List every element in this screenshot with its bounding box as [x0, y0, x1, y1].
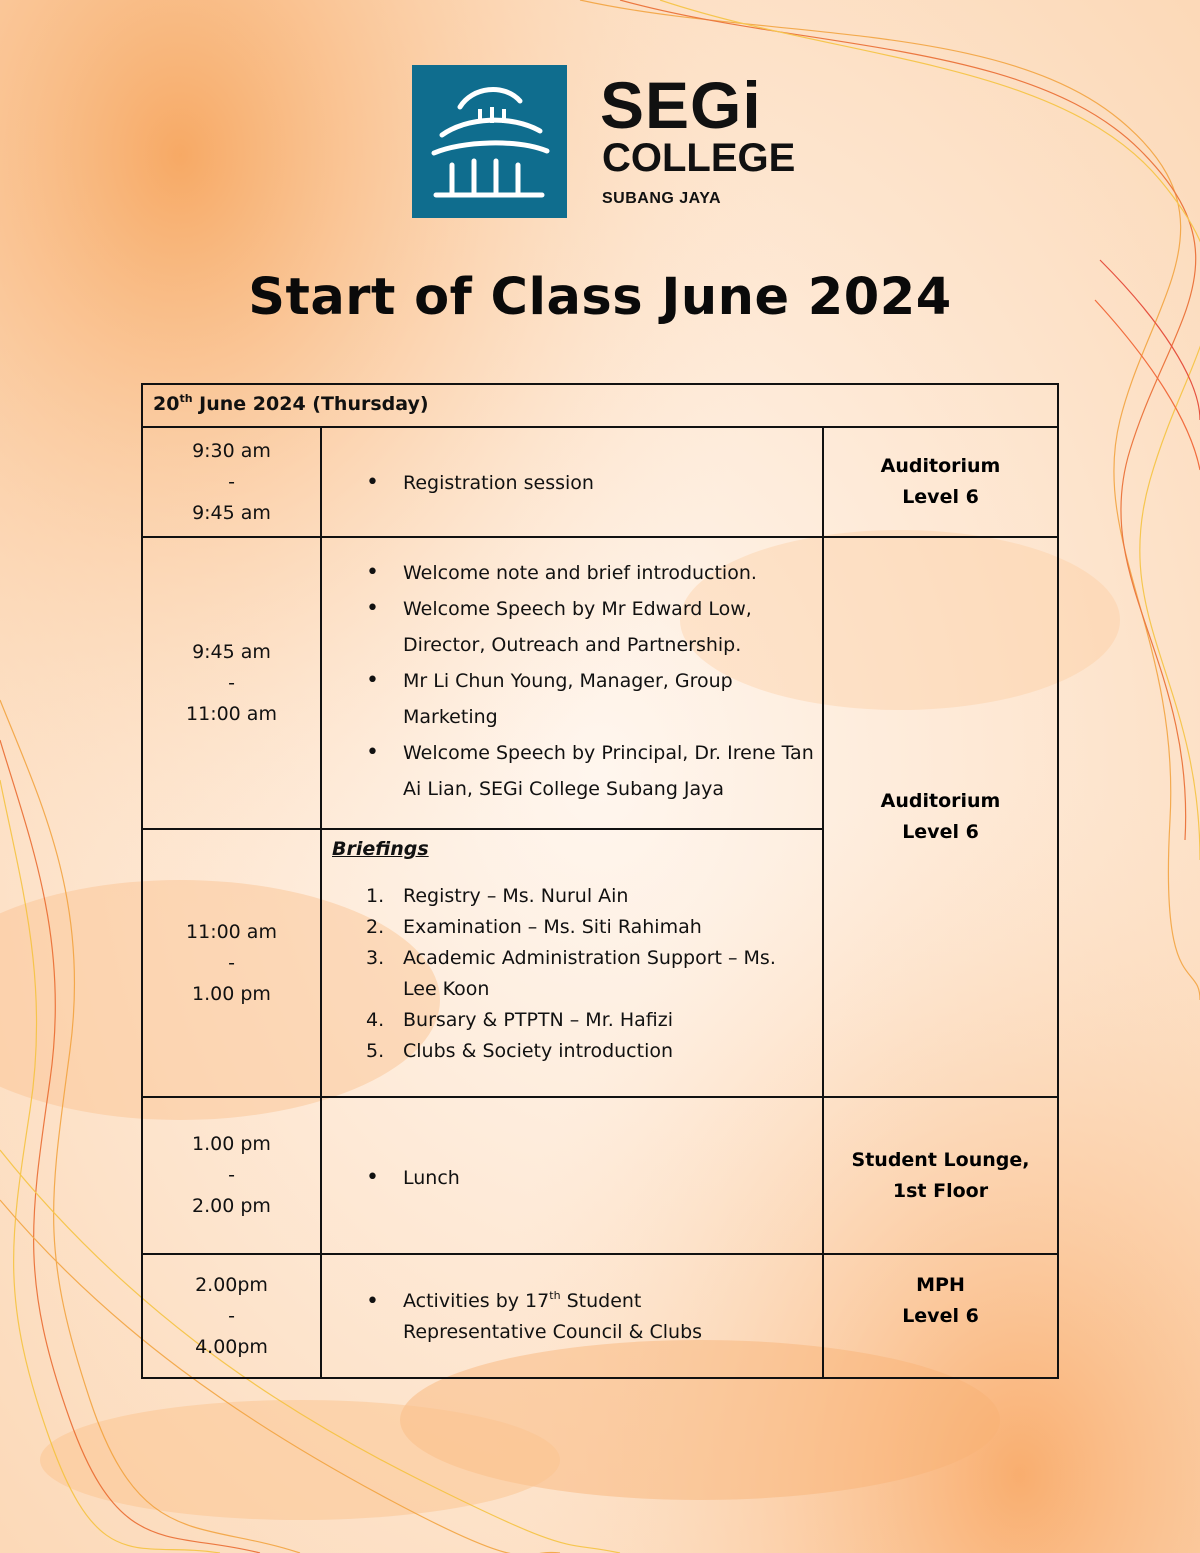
time-cell	[143, 830, 320, 1096]
time-start: 9:30 am	[192, 439, 271, 462]
list-item: • Mr Li Chun Young, Manager, Group Marketing	[322, 663, 822, 735]
activity-list	[322, 465, 822, 501]
activity-list	[322, 555, 822, 807]
list-item: • Welcome Speech by Principal, Dr. Irene Tan Ai Lian, SEGi College Subang Jaya	[322, 735, 822, 807]
location-line: Level 6	[902, 821, 979, 843]
location-cell	[824, 428, 1057, 536]
activity-list	[322, 1286, 742, 1348]
activity-list	[322, 1160, 822, 1196]
time-start: 2.00pm	[195, 1273, 268, 1296]
time-cell	[143, 428, 320, 536]
location-line: 1st Floor	[892, 1179, 989, 1202]
time-end: 4.00pm	[195, 1335, 268, 1358]
list-item: • Activities by 17th Student Representative Council & Clubs	[322, 1286, 742, 1348]
time-start: 11:00 am	[186, 920, 277, 943]
time-end: 11:00 am	[186, 702, 277, 725]
logo-type: COLLEGE	[602, 136, 796, 180]
list-item: • Welcome note and brief introduction.	[322, 555, 822, 591]
time-end: 9:45 am	[192, 501, 271, 524]
time-cell	[143, 1098, 320, 1253]
location-cell	[824, 1270, 1057, 1362]
location-line: Level 6	[902, 486, 979, 508]
briefings-heading: Briefings	[332, 838, 429, 860]
location-cell	[824, 538, 1057, 1096]
time-separator: -	[228, 470, 235, 493]
location-cell	[824, 1098, 1057, 1253]
briefings-list	[322, 881, 822, 1067]
time-cell	[143, 538, 320, 828]
time-start: 1.00 pm	[192, 1133, 271, 1155]
list-item: 1. Registry – Ms. Nurul Ain	[366, 885, 629, 907]
briefings-cell	[322, 830, 822, 1096]
time-separator: -	[228, 1304, 235, 1327]
time-separator: -	[228, 671, 235, 694]
list-item: 5. Clubs & Society introduction	[366, 1040, 674, 1062]
list-item: 2. Examination – Ms. Siti Rahimah	[366, 916, 702, 938]
location-line: Level 6	[902, 1305, 979, 1327]
logo-emblem	[412, 65, 567, 218]
location-line: Student Lounge,	[851, 1148, 1030, 1171]
list-item: • Welcome Speech by Mr Edward Low, Director, Outreach and Partnership.	[322, 591, 822, 663]
time-separator: -	[228, 951, 235, 974]
time-start: 9:45 am	[192, 640, 271, 663]
time-separator: -	[228, 1164, 235, 1186]
location-line: Auditorium	[880, 455, 1001, 477]
time-cell	[143, 1255, 320, 1377]
list-item: • Registration session	[322, 465, 822, 501]
page-title: Start of Class June 2024	[248, 268, 952, 327]
schedule-table	[141, 383, 1059, 1379]
logo-campus: SUBANG JAYA	[602, 190, 722, 207]
building-icon	[412, 65, 567, 218]
list-item: 4. Bursary & PTPTN – Mr. Hafizi	[366, 1009, 673, 1031]
time-end: 1.00 pm	[192, 982, 271, 1005]
schedule-date: 20th June 2024 (Thursday)	[153, 392, 429, 415]
time-end: 2.00 pm	[192, 1195, 271, 1217]
list-item: • Lunch	[322, 1160, 822, 1196]
location-line: Auditorium	[880, 790, 1001, 812]
logo-name: SEGi	[600, 68, 762, 142]
location-line: MPH	[916, 1274, 965, 1296]
list-item: 3. Academic Administration Support – Ms. Lee Koon	[366, 947, 776, 1000]
